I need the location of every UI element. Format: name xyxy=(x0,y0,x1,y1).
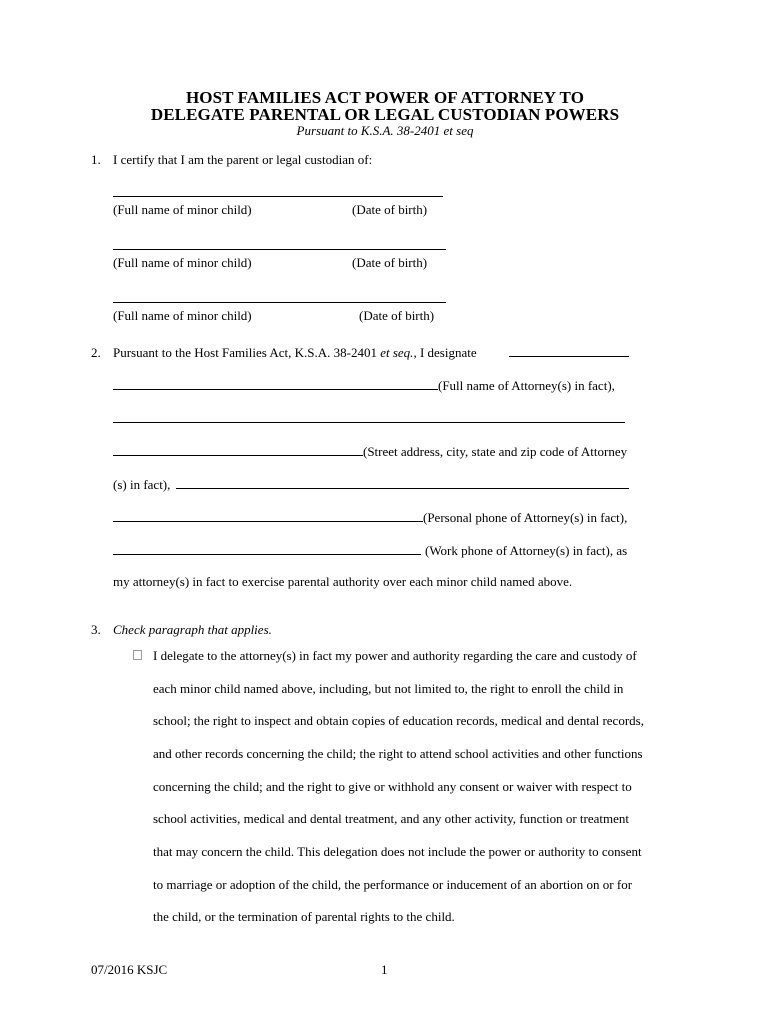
minor-child-1-dob-label: (Date of birth) xyxy=(352,202,428,217)
section-2-intro-text: Pursuant to the Host Families Act, K.S.A. 38-2401 xyxy=(113,345,381,360)
et-seq-italic: et seq. xyxy=(380,345,414,360)
option-line-9: the child, or the termination of parental rights to the child. xyxy=(153,909,455,924)
attorney-address-label-cont: (s) in fact), xyxy=(113,477,171,492)
minor-child-3-dob-label: (Date of birth) xyxy=(359,308,435,323)
minor-child-3-name-label: (Full name of minor child) xyxy=(113,308,252,323)
option-line-7: that may concern the child. This delegation does not include the power or authority to consent xyxy=(153,844,642,859)
section-3-instruction: Check paragraph that applies. xyxy=(113,622,272,637)
section-1-text: I certify that I am the parent or legal custodian of: xyxy=(113,152,373,167)
option-line-5: concerning the child; and the right to give or withhold any consent or waiver with respect to xyxy=(153,779,632,794)
personal-phone-label: (Personal phone of Attorney(s) in fact), xyxy=(423,510,628,525)
minor-child-1-name-label: (Full name of minor child) xyxy=(113,202,252,217)
minor-child-2-name-label: (Full name of minor child) xyxy=(113,255,252,270)
footer-revision: 07/2016 KSJC xyxy=(91,962,168,977)
form-subtitle: Pursuant to K.S.A. 38-2401 et seq xyxy=(296,123,474,138)
option-line-4: and other records concerning the child; the right to attend school activities and other functions xyxy=(153,746,643,761)
footer-page-number: 1 xyxy=(381,962,388,977)
minor-child-2-dob-label: (Date of birth) xyxy=(352,255,428,270)
option-line-1: I delegate to the attorney(s) in fact my power and authority regarding the care and custody of xyxy=(153,648,637,663)
option-line-2: each minor child named above, including, but not limited to, the right to enroll the child in xyxy=(153,681,624,696)
section-1-number: 1. xyxy=(91,152,101,167)
attorney-address-label: (Street address, city, state and zip code of Attorney xyxy=(363,444,628,459)
form-title-line-2: DELEGATE PARENTAL OR LEGAL CUSTODIAN POWERS xyxy=(150,105,620,124)
attorney-name-label: (Full name of Attorney(s) in fact), xyxy=(438,378,615,393)
section-3-number: 3. xyxy=(91,622,101,637)
option-line-8: to marriage or adoption of the child, the performance or inducement of an abortion on or for xyxy=(153,877,633,892)
personal-phone-field[interactable] xyxy=(113,521,423,522)
minor-child-1-field[interactable] xyxy=(113,196,443,197)
delegation-checkbox[interactable] xyxy=(133,650,142,660)
work-phone-field[interactable] xyxy=(113,554,421,555)
section-2-designate: , I designate xyxy=(413,345,477,360)
minor-child-3-field[interactable] xyxy=(113,302,446,303)
attorney-address-cont-field[interactable] xyxy=(176,488,629,489)
section-2-number: 2. xyxy=(91,345,101,360)
work-phone-label: (Work phone of Attorney(s) in fact), as xyxy=(425,543,628,558)
option-line-6: school activities, medical and dental treatment, and any other activity, function or treatment xyxy=(153,811,630,826)
minor-child-2-field[interactable] xyxy=(113,249,446,250)
option-line-3: school; the right to inspect and obtain copies of education records, medical and dental records, xyxy=(153,713,644,728)
form-title-line-1: HOST FAMILIES ACT POWER OF ATTORNEY TO xyxy=(185,88,585,107)
designate-field[interactable] xyxy=(509,356,629,357)
section-2-closing: my attorney(s) in fact to exercise parental authority over each minor child named above. xyxy=(113,574,573,589)
attorney-address-field[interactable] xyxy=(113,455,363,456)
attorney-name-extra-field[interactable] xyxy=(113,422,625,423)
section-2-intro xyxy=(113,345,477,361)
attorney-name-field[interactable] xyxy=(113,389,438,390)
